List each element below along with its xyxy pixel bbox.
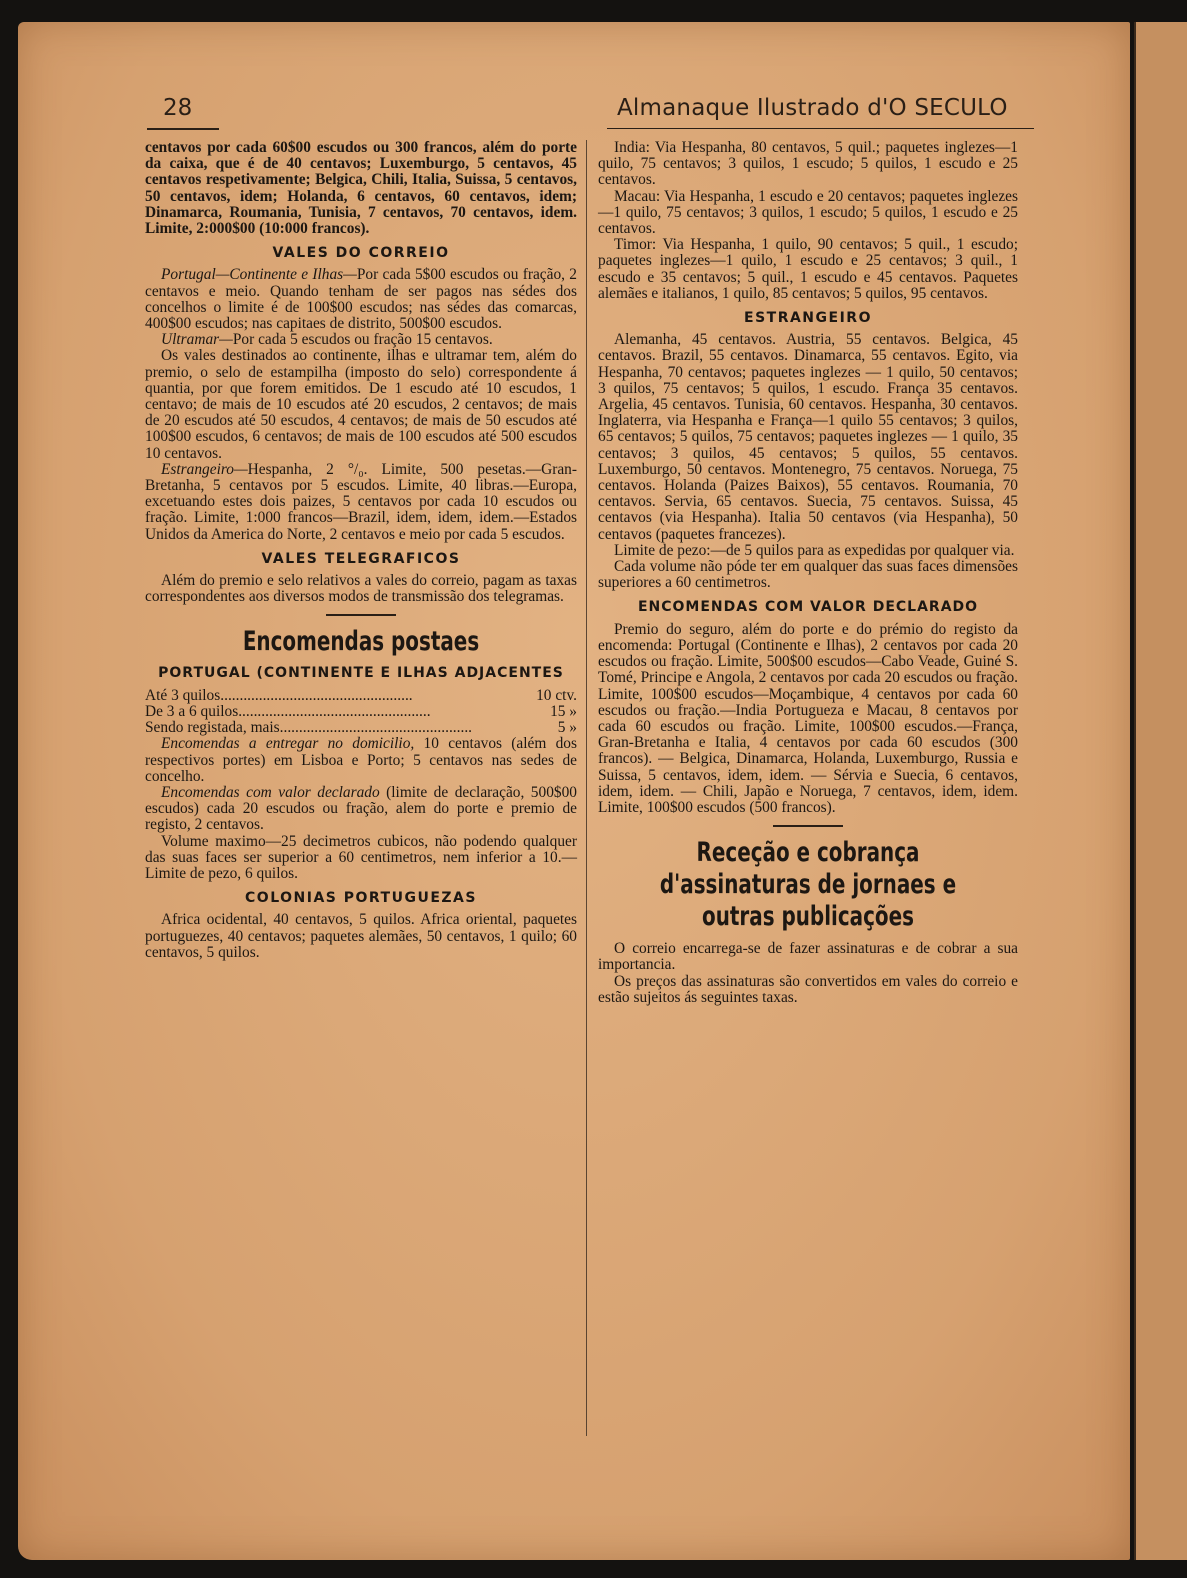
facing-page-edge (1134, 22, 1187, 1560)
paragraph-label: Estrangeiro— (161, 460, 248, 478)
paragraph-label: Encomendas com valor declarado (161, 783, 380, 801)
column-divider (586, 140, 587, 1436)
rate-row (145, 720, 577, 736)
rate-value: 15 » (550, 702, 577, 720)
paragraph-label: Encomendas a entregar no domicilio, (161, 735, 415, 753)
section-heading-portugal: PORTUGAL (CONTINENTE E ILHAS ADJACENTES (158, 665, 564, 682)
section-rule (773, 825, 843, 827)
section-heading-colonias: COLONIAS PORTUGUEZAS (245, 890, 477, 907)
paragraph-text: Hespanha, 2 °/₀. Limite, 500 pesetas.—Gran-Bretanha, 5 centavos por 5 escudos. Limite, 40 libras.—Europa, excetuando estes dois paizes, 5 centavos por cada 10 escudos ou fração. Limite, 1:000 francos—Brazil, idem, idem, idem.—Estados Unidos da America do Norte, 2 centavos e meio por cada 5 escudos. (145, 460, 577, 543)
rate-label: Até 3 quilos.................................................. (145, 687, 413, 704)
paragraph: centavos por cada 60$00 escudos ou 300 francos, além do porte da caixa, que é de 40 centavos; Luxemburgo, 5 centavos, 45 centavos respetivamente; Belgica, Chili, Italia, Suissa, 5 centavos, 50 centavos, idem; Holanda, 6 centavos, 60 centavos, idem; Dinamarca, Roumania, Tunisia, 7 centavos, 70 centavos, idem. Limite, 2:000$00 (10:000 francos). (145, 139, 577, 238)
paragraph: Além do premio e selo relativos a vales do correio, pagam as taxas correspondentes aos diversos modos de transmissão dos telegramas. (145, 572, 577, 606)
right-column (598, 140, 1018, 1006)
paragraph: India: Via Hespanha, 80 centavos, 5 quil.; paquetes inglezes—1 quilo, 75 centavos; 3 quilos, 1 escudo; 5 quilos, 1 escudo e 25 centavos. (598, 139, 1018, 189)
running-title-rule (607, 128, 1034, 129)
paragraph-text: Por cada 5$00 escudos ou fração, 2 centavos e meio. Quando tenham de ser pagos nas sédes dos concelhos o limite é de 100$00 escudos; nas sédes das comarcas, 400$00 escudos; nas capitaes de distrito, 500$00 escudos. (145, 266, 577, 333)
rate-label: Sendo registada, mais.................................................. (145, 720, 473, 737)
paragraph: Macau: Via Hespanha, 1 escudo e 20 centavos; paquetes inglezes—1 quilo, 75 centavos; 3 quilos, 1 escudo; 5 quilos, 1 escudo e 25 centavos. (598, 187, 1018, 238)
paragraph (145, 332, 577, 348)
paragraph: Volume maximo—25 decimetros cubicos, não podendo qualquer das suas faces ser superior a 60 centimetros, nem inferior a 10.—Limite de pezo, 6 quilos. (145, 832, 577, 882)
paragraph: Timor: Via Hespanha, 1 quilo, 90 centavos; 5 quil., 1 escudo; paquetes inglezes—1 quilo, 1 escudo e 25 centavos; 3 quil., 1 escudo e 35 centavos; 5 quil., 1 escudo e 45 centavos. Paquetes alemães e italianos, 1 quilo, 85 centavos; 5 quilos, 95 centavos. (598, 236, 1018, 302)
paragraph (145, 785, 577, 834)
section-heading-estrangeiro: ESTRANGEIRO (744, 310, 872, 327)
paragraph-label: Portugal—Continente e Ilhas— (161, 266, 357, 284)
paragraph: Limite de pezo:—de 5 quilos para as expedidas por qualquer via. (614, 541, 1015, 559)
paragraph-text: 10 centavos (além dos respectivos portes) em Lisboa e Porto; 5 centavos nas sedes de concelho. (145, 735, 577, 785)
rates-table (145, 688, 577, 737)
section-heading-vales-telegraficos: VALES TELEGRAFICOS (261, 550, 461, 567)
paragraph: Os vales destinados ao continente, ilhas e ultramar tem, além do premio, o selo de estampilha (imposto do selo) correspondente á quantia, por que forem emitidos. De 1 escudo até 10 escudos, 1 centavo; de mais de 10 escudos até 20 escudos, 2 centavos; de mais de 20 escudos até 50 escudos, 4 centavos; de mais de 50 escudos até 100$00 escudos, 6 centavos; de mais de 100 escudos até 500 escudos 10 centavos. (145, 347, 577, 462)
paragraph-text: (limite de declaração, 500$00 escudos) cada 20 escudos ou fração, alem do porte e premio de registo, 2 centavos. (145, 783, 577, 834)
paragraph: Os preços das assinaturas são convertidos em vales do correio e estão sujeitos ás seguintes taxas. (598, 972, 1018, 1006)
paragraph: O correio encarrega-se de fazer assinaturas e de cobrar a sua importancia. (598, 940, 1018, 974)
rate-row (145, 688, 577, 704)
rate-row (145, 704, 577, 720)
paragraph (145, 267, 577, 332)
paragraph-text: Por cada 5 escudos ou fração 15 centavos. (232, 331, 493, 349)
paragraph: Cada volume não póde ter em qualquer das suas faces dimensões superiores a 60 centimetros. (598, 558, 1018, 592)
running-title: Almanaque Ilustrado d'O SECULO (617, 95, 1008, 121)
title-encomendas-postaes: Encomendas postaes (242, 626, 480, 658)
paragraph: Alemanha, 45 centavos. Austria, 55 centavos. Belgica, 45 centavos. Brazil, 55 centavos. Dinamarca, 55 centavos. Egito, via Hespanha, 70 centavos; paquetes inglezes — 1 quilo, 50 centavos; 3 quilos, 75 centavos; 5 quilos, 1 escudo. França 35 centavos. Argelia, 45 centavos. Tunisia, 60 centavos. Hespanha, 30 centavos. Inglaterra, via Hespanha e França—1 quilo 55 centavos; 3 quilos, 65 centavos; 5 quilos, 75 centavos; paquetes inglezes — 1 quilo, 35 centavos; 3 quilos, 45 centavos; 5 quilos, 55 centavos. Luxemburgo, 50 centavos. Montenegro, 75 centavos. Noruega, 75 centavos. Holanda (Paizes Baixos), 55 centavos. Roumania, 70 centavos. Servia, 65 centavos. Suecia, 75 centavos. Suissa, 45 centavos (via Hespanha). Italia 50 centavos (via Hespanha), 50 centavos (paquetes francezes). (598, 331, 1018, 543)
page-number-rule (147, 128, 219, 130)
rate-label: De 3 a 6 quilos.................................................. (145, 703, 431, 720)
rate-value: 5 » (557, 719, 577, 737)
paragraph: Premio do seguro, além do porte e do prémio do registo da encomenda: Portugal (Continente e Ilhas), 2 centavos por cada 20 escudos ou fração. Limite, 500$00 escudos—Cabo Veade, Guiné S. Tomé, Principe e Angola, 2 centavos por cada 20 escudos ou fração. Limite, 100$00 escudos—Moçambique, 4 centavos por cada 60 escudos ou fração.—India Portugueza e Macau, 8 centavos por cada 60 escudos ou fração. Limite, 100$00 escudos.—França, Gran-Bretanha e Italia, 4 centavos por cada 60 escudos (300 francos). — Belgica, Dinamarca, Holanda, Luxemburgo, Russia e Suissa, 5 centavos, idem, idem. — Sérvia e Suecia, 6 centavos, idem, idem. — Chili, Japão e Noruega, 7 centavos, idem, idem. Limite, 100$00 escudos (500 francos). (598, 620, 1018, 816)
paragraph (145, 462, 577, 543)
section-rule (326, 614, 396, 616)
section-heading-vales-correio: VALES DO CORREIO (272, 245, 450, 262)
section-heading-valor-declarado: ENCOMENDAS COM VALOR DECLARADO (637, 599, 979, 616)
page-number: 28 (163, 95, 193, 121)
paragraph-label: Ultramar— (161, 331, 233, 349)
title-rececao-cobranca: Receção e cobrança d'assinaturas de jornaes e outras publicações (659, 837, 957, 933)
rate-value: 10 ctv. (536, 686, 577, 704)
paragraph: Africa ocidental, 40 centavos, 5 quilos. Africa oriental, paquetes portuguezes, 40 centavos; paquetes alemães, 50 centavos, 1 quilo; 60 centavos, 5 quilos. (145, 911, 577, 961)
paragraph (145, 736, 577, 785)
left-column (145, 140, 577, 961)
